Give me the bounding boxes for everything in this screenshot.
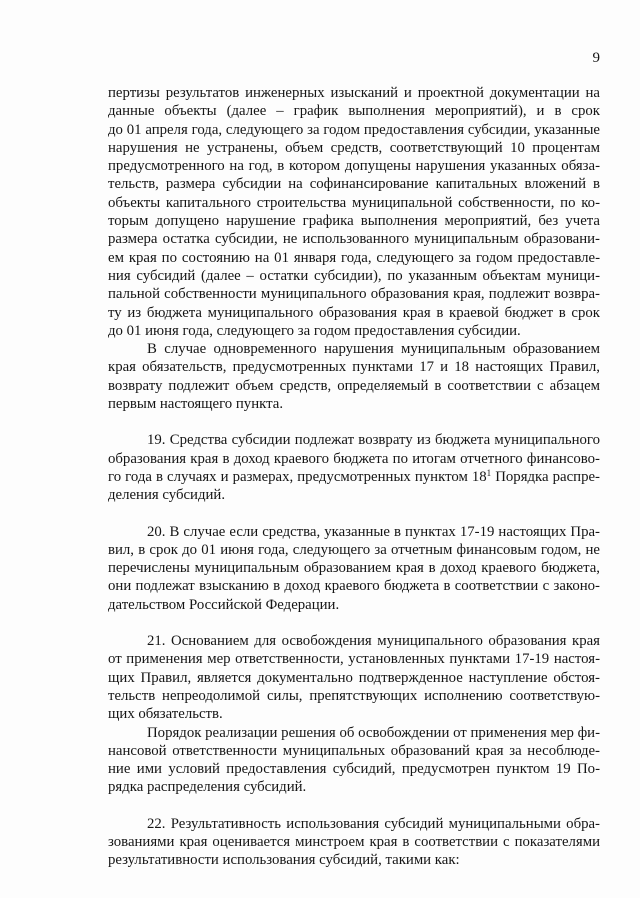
text-line: до 01 апреля года, следующего за годом предоставления субсидии, указанные [108, 121, 600, 138]
text-line: 20. В случае если средства, указанные в пунктах 17-19 настоящих Пра- [147, 523, 600, 540]
text-line: Порядок реализации решения об освобождении от применения мер фи- [147, 724, 600, 741]
text-line: образования края в доход краевого бюджета по итогам отчетного финансово- [108, 450, 600, 467]
text-line: щих обязательств. [108, 706, 223, 723]
text-line: торым допущено нарушение графика выполнения мероприятий, без учета [108, 213, 600, 230]
paragraph-21 [108, 632, 600, 723]
text-line: результативности использования субсидий, такими как: [108, 852, 460, 869]
text-fragment: го года в случаях и размерах, предусмотренных пунктом 18 [108, 468, 487, 485]
text-line: до 01 июня года, следующего за годом предоставления субсидии. [108, 322, 521, 339]
text-fragment: Порядка распре- [491, 468, 600, 485]
paragraph-22 [108, 815, 600, 870]
text-line: ния субсидий (далее – остатки субсидии), по указанным объектам муници- [108, 267, 600, 284]
text-line: ем края по состоянию на 01 января года, следующего за годом предоставле- [108, 249, 600, 266]
text-line: объекты капитального строительства муниципальной собственности, по ко- [108, 194, 600, 211]
text-line: нансовой ответственности муниципальных образований края за несоблюде- [108, 742, 600, 759]
footnote-superscript: 1 [486, 467, 492, 478]
text-line: рядка распределения субсидий. [108, 779, 307, 796]
text-line: 19. Средства субсидии подлежат возврату из бюджета муниципального [147, 432, 600, 449]
paragraph-20 [108, 523, 600, 614]
text-line: 21. Основанием для освобождения муниципального образования края [147, 633, 600, 650]
paragraph-gap [108, 614, 600, 632]
text-line: от применения мер ответственности, установленных пунктами 17-19 настоя- [108, 651, 600, 668]
paragraph-19 [108, 431, 600, 504]
paragraph-gap [108, 505, 600, 523]
text-line: они подлежат взысканию в доход краевого бюджета в соответствии с законо- [108, 578, 600, 595]
text-line: нарушения не устранены, объем средств, соответствующий 10 процентам [108, 139, 600, 156]
text-line: пальной собственности муниципального образования края, подлежит возвра- [108, 286, 600, 303]
text-line: деления субсидий. [108, 487, 226, 504]
text-line: вил, в срок до 01 июня года, следующего за отчетным финансовым годом, не [108, 541, 600, 558]
text-line: предусмотренного на год, в котором допущены нарушения указанных обяза- [108, 158, 600, 175]
text-line: тельств, размера субсидии на софинансирование капитальных вложений в [108, 176, 600, 193]
text-line: В случае одновременного нарушения муниципальным образованием [147, 341, 600, 358]
text-line: размера остатка субсидии, не использованного муниципальным образовани- [108, 231, 600, 248]
page-number: 9 [592, 50, 600, 66]
text-line [108, 468, 600, 486]
text-line: пертизы результатов инженерных изысканий и проектной документации на [108, 85, 600, 101]
paragraph-continuation [108, 84, 600, 340]
paragraph-simultaneous-violation [108, 340, 600, 413]
text-line: данные объекты (далее – график выполнения мероприятий), и в срок [108, 103, 600, 120]
text-line: ние ими условий предоставления субсидий, предусмотрен пунктом 19 По- [108, 761, 600, 778]
paragraph-gap [108, 413, 600, 431]
text-line: дательством Российской Федерации. [108, 596, 340, 613]
text-line: 22. Результативность использования субсидий муниципальными обра- [147, 815, 600, 832]
text-line: зованиями края оценивается минстроем края в соответствии с показателями [108, 833, 600, 850]
text-line: возврату подлежит объем средств, определяемый в соответствии с абзацем [108, 377, 600, 394]
text-line: щих Правил, является документально подтвержденное наступление обстоя- [108, 669, 600, 686]
paragraph-gap [108, 797, 600, 815]
text-line: первым настоящего пункта. [108, 396, 284, 413]
text-line: тельств непреодолимой силы, препятствующих исполнению соответствую- [108, 687, 600, 704]
paragraph-exemption-procedure [108, 724, 600, 797]
text-line: ту из бюджета муниципального образования края в краевой бюджет в срок [108, 304, 600, 321]
text-line: края обязательств, предусмотренных пунктами 17 и 18 настоящих Правил, [108, 359, 600, 376]
text-line: перечислены муниципальным образованием края в доход краевого бюджета, [108, 560, 600, 577]
document-body [108, 84, 600, 870]
